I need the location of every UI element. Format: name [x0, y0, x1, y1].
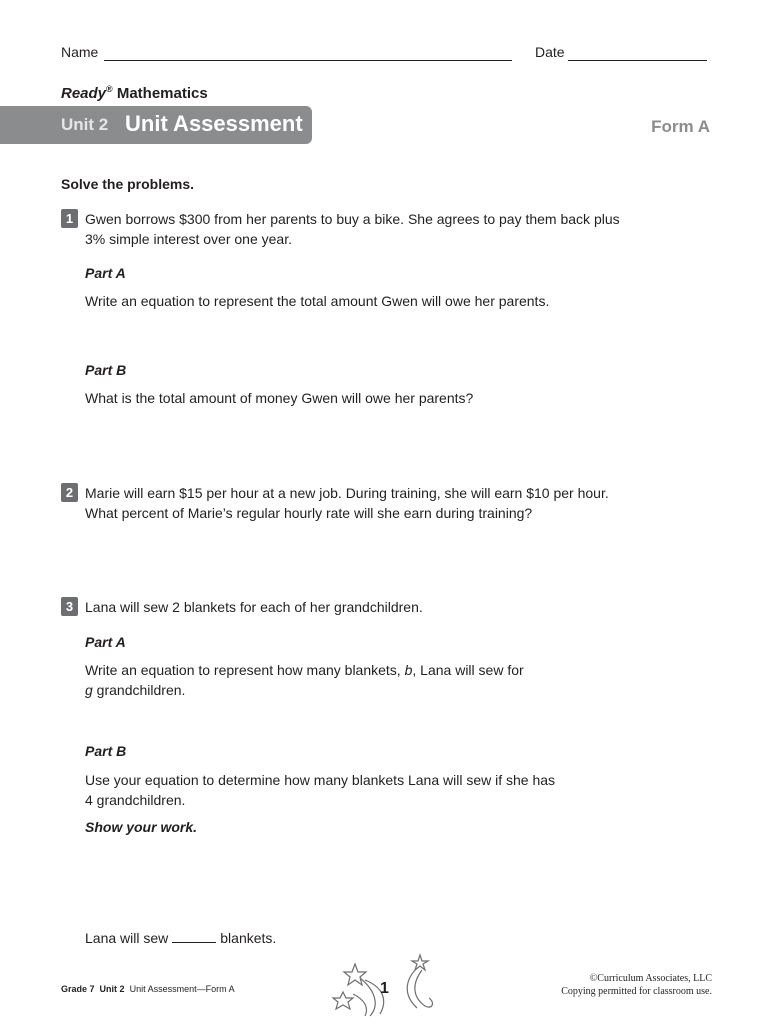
title-banner	[0, 106, 312, 144]
q3-part-a-text	[85, 660, 625, 700]
footer-desc: Unit Assessment—Form A	[129, 984, 235, 994]
instructions: Solve the problems.	[61, 176, 195, 192]
page-title: Unit Assessment	[125, 111, 303, 136]
copyright-text: ©Curriculum Associates, LLC	[589, 973, 712, 984]
form-label: Form A	[651, 117, 710, 136]
footer-unit: Unit 2	[99, 984, 125, 994]
q3-part-a-label: Part A	[85, 634, 126, 650]
permission-text: Copying permitted for classroom use.	[561, 986, 712, 997]
page-number: 1	[380, 980, 389, 997]
question-number-badge: 1	[61, 209, 78, 228]
question-1-text: Gwen borrows $300 from her parents to buy a bike. She agrees to pay them back plus 3% simple interest over one year.	[85, 211, 620, 247]
answer-pre: Lana will sew	[85, 930, 169, 946]
q3-part-a-text-mid: , Lana will sew for	[412, 662, 524, 678]
footer-info	[61, 984, 235, 994]
answer-sentence	[85, 928, 625, 948]
q1-part-a-text: Write an equation to represent the total amount Gwen will owe her parents.	[85, 293, 550, 309]
name-label: Name	[61, 44, 99, 60]
date-label: Date	[535, 44, 565, 60]
name-line[interactable]	[104, 60, 512, 61]
series-title	[61, 84, 208, 102]
footer-grade: Grade 7	[61, 984, 95, 994]
q3-part-b-text: Use your equation to determine how many blankets Lana will sew if she has 4 grandchildren.	[85, 772, 556, 808]
copyright-block	[561, 972, 712, 998]
name-field-row	[61, 44, 98, 60]
show-work-label: Show your work.	[85, 819, 198, 835]
q1-part-b-label: Part B	[85, 362, 127, 378]
subject-name: Mathematics	[112, 85, 208, 102]
q3-part-a-text-post: grandchildren.	[92, 682, 186, 698]
question-3-text: Lana will sew 2 blankets for each of her grandchildren.	[85, 599, 423, 615]
answer-blank[interactable]	[172, 930, 216, 943]
q1-part-a-label: Part A	[85, 265, 126, 281]
registered-mark: ®	[106, 84, 113, 94]
variable-g: g	[85, 682, 93, 698]
date-line[interactable]	[568, 60, 707, 61]
answer-post: blankets.	[220, 930, 277, 946]
question-number-badge: 2	[61, 483, 78, 502]
q1-part-b-text: What is the total amount of money Gwen will owe her parents?	[85, 390, 474, 406]
unit-label: Unit 2	[61, 115, 109, 134]
q3-part-b-label: Part B	[85, 743, 127, 759]
variable-b: b	[404, 662, 413, 678]
series-name: Ready	[61, 85, 107, 102]
question-number-badge: 3	[61, 597, 78, 616]
q3-part-a-text-pre: Write an equation to represent how many blankets,	[85, 662, 405, 678]
question-2-text: Marie will earn $15 per hour at a new job. During training, she will earn $10 per hour. What percent of Marie’s regular hourly rate will she earn during training?	[85, 485, 609, 521]
